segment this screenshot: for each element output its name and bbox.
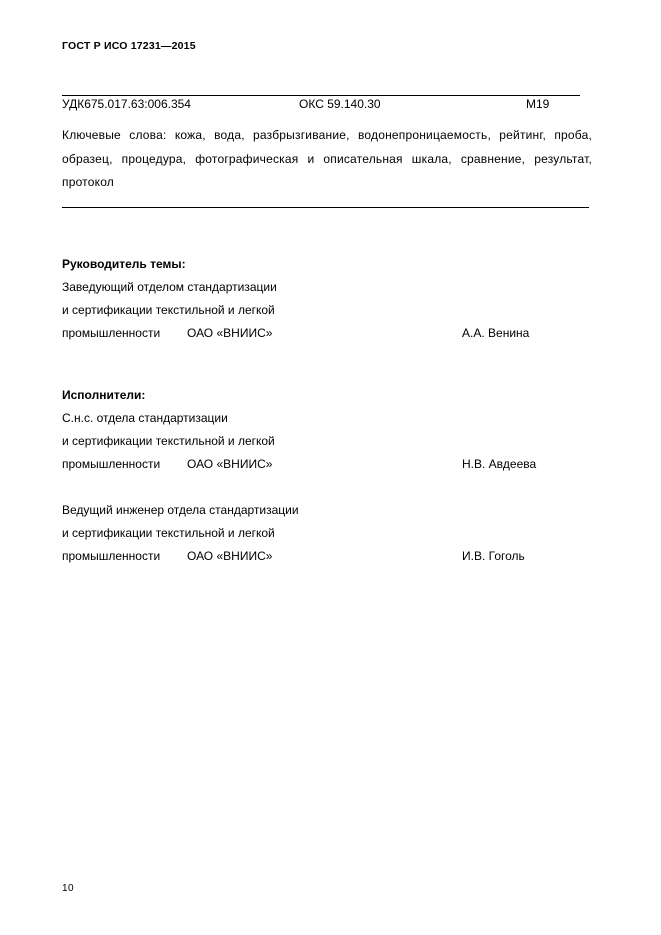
leader-position-line2: и сертификации текстильной и легкой (62, 303, 275, 317)
leader-company: ОАО «ВНИИС» (187, 326, 273, 340)
leader-heading: Руководитель темы: (62, 257, 186, 271)
page-number: 10 (62, 883, 75, 894)
executor-2-position-line1: Ведущий инженер отдела стандартизации (62, 503, 299, 517)
executor-1-org: промышленности (62, 457, 161, 471)
udc-code: УДК675.017.63:006.354 (62, 97, 191, 111)
executor-2-position-line2: и сертификации текстильной и легкой (62, 526, 275, 540)
top-divider (62, 95, 580, 96)
executor-1-position-line2: и сертификации текстильной и легкой (62, 434, 275, 448)
executor-1-name: Н.В. Авдеева (462, 457, 537, 471)
oks-code: ОКС 59.140.30 (299, 97, 381, 111)
leader-org: промышленности (62, 326, 161, 340)
executor-2-org: промышленности (62, 549, 161, 563)
bottom-divider (62, 207, 589, 208)
category-code: М19 (526, 97, 550, 111)
executor-2-name: И.В. Гоголь (462, 549, 525, 563)
executor-1-position-line1: С.н.с. отдела стандартизации (62, 411, 228, 425)
executor-2-company: ОАО «ВНИИС» (187, 549, 273, 563)
leader-name: А.А. Венина (462, 326, 530, 340)
keywords-paragraph: Ключевые слова: кожа, вода, разбрызгивание, водонепроницаемость, рейтинг, проба, образец, процедура, фотографическая и описательная шкала, сравнение, результат, протокол (62, 128, 592, 189)
executors-heading: Исполнители: (62, 388, 146, 402)
executor-1-company: ОАО «ВНИИС» (187, 457, 273, 471)
document-header-title: ГОСТ Р ИСО 17231—2015 (62, 40, 196, 52)
leader-position-line1: Заведующий отделом стандартизации (62, 280, 277, 294)
